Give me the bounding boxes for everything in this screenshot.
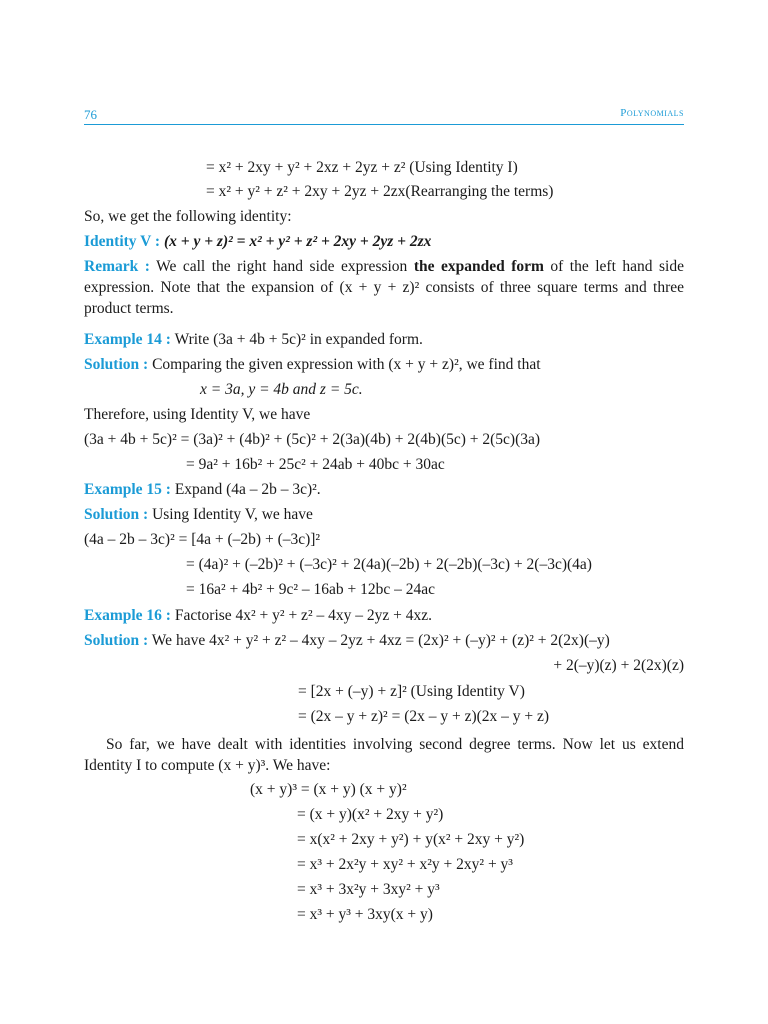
example-16-label: Example 16 : [84,607,171,624]
example-15-text: Expand (4a – 2b – 3c)². [174,481,321,498]
solution-label: Solution : [84,356,149,373]
solution-16-text: We have 4x² + y² + z² – 4xy – 2yz + 4xz = (2x)² + (–y)² + (z)² + 2(2x)(–y) [151,632,610,649]
remark-text-c: of the left hand side expression. Note that the expansion of (x + y + z)² consists of three square terms and three product terms. [84,258,684,317]
identity-v [84,232,431,252]
remark-text-a: We call the right hand side expression [156,258,408,275]
solution-16 [84,631,610,651]
cube-line-5: = x³ + 3x²y + 3xy² + y³ [297,881,440,898]
cube-line-1: (x + y)³ = (x + y) (x + y)² [250,781,407,798]
remark-label: Remark : [84,258,150,275]
solution-label: Solution : [84,506,149,523]
page-number: 76 [84,107,97,122]
example-14 [84,330,423,350]
example-14-text: Write (3a + 4b + 5c)² in expanded form. [174,331,423,348]
solution-15-line-3: = (4a)² + (–2b)² + (–3c)² + 2(4a)(–2b) + 2(–2b)(–3c) + 2(–3c)(4a) [186,556,592,573]
solution-16-line-3: = [2x + (–y) + z]² (Using Identity V) [298,683,525,700]
solution-16-line-4: = (2x – y + z)² = (2x – y + z)(2x – y + z) [298,708,550,725]
remark-bold: the expanded form [413,258,544,275]
example-16-text: Factorise 4x² + y² + z² – 4xy – 2yz + 4xz. [174,607,432,624]
solution-14-line-2: x = 3a, y = 4b and z = 5c. [200,381,363,398]
line-1: = x² + 2xy + y² + 2xz + 2yz + z² (Using Identity I) [206,159,518,176]
chapter-title: Polynomials [620,107,684,119]
example-15 [84,480,321,500]
remark-paragraph [84,256,684,319]
cube-line-3: = x(x² + 2xy + y²) + y(x² + 2xy + y²) [297,831,525,848]
solution-15-line-4: = 16a² + 4b² + 9c² – 16ab + 12bc – 24ac [186,581,436,598]
example-15-label: Example 15 : [84,481,171,498]
cube-line-2: = (x + y)(x² + 2xy + y²) [297,806,444,823]
identity-v-body: (x + y + z)² = x² + y² + z² + 2xy + 2yz + 2zx [163,233,432,250]
solution-16-line-2: + 2(–y)(z) + 2(2x)(z) [553,657,684,674]
header-rule [84,124,684,125]
solution-14-line-3: Therefore, using Identity V, we have [84,406,311,423]
cube-line-4: = x³ + 2x²y + xy² + x²y + 2xy² + y³ [297,856,513,873]
solution-14-line-5: = 9a² + 16b² + 25c² + 24ab + 40bc + 30ac [186,456,445,473]
solution-15 [84,505,313,525]
body-paragraph: So far, we have dealt with identities involving second degree terms. Now let us extend Identity I to compute (x + y)³. We have: [84,736,684,774]
identity-v-label: Identity V : [84,233,161,250]
solution-label: Solution : [84,632,149,649]
example-16 [84,606,432,626]
line-3: So, we get the following identity: [84,208,292,225]
solution-15-line-2: (4a – 2b – 3c)² = [4a + (–2b) + (–3c)]² [84,531,321,548]
cube-line-6: = x³ + y³ + 3xy(x + y) [297,906,433,923]
solution-14-text: Comparing the given expression with (x + y + z)², we find that [152,356,541,373]
solution-14-line-4: (3a + 4b + 5c)² = (3a)² + (4b)² + (5c)² + 2(3a)(4b) + 2(4b)(5c) + 2(5c)(3a) [84,431,541,448]
solution-15-text: Using Identity V, we have [152,506,313,523]
line-2: = x² + y² + z² + 2xy + 2yz + 2zx(Rearranging the terms) [206,183,554,200]
solution-14 [84,355,541,375]
example-14-label: Example 14 : [84,331,171,348]
